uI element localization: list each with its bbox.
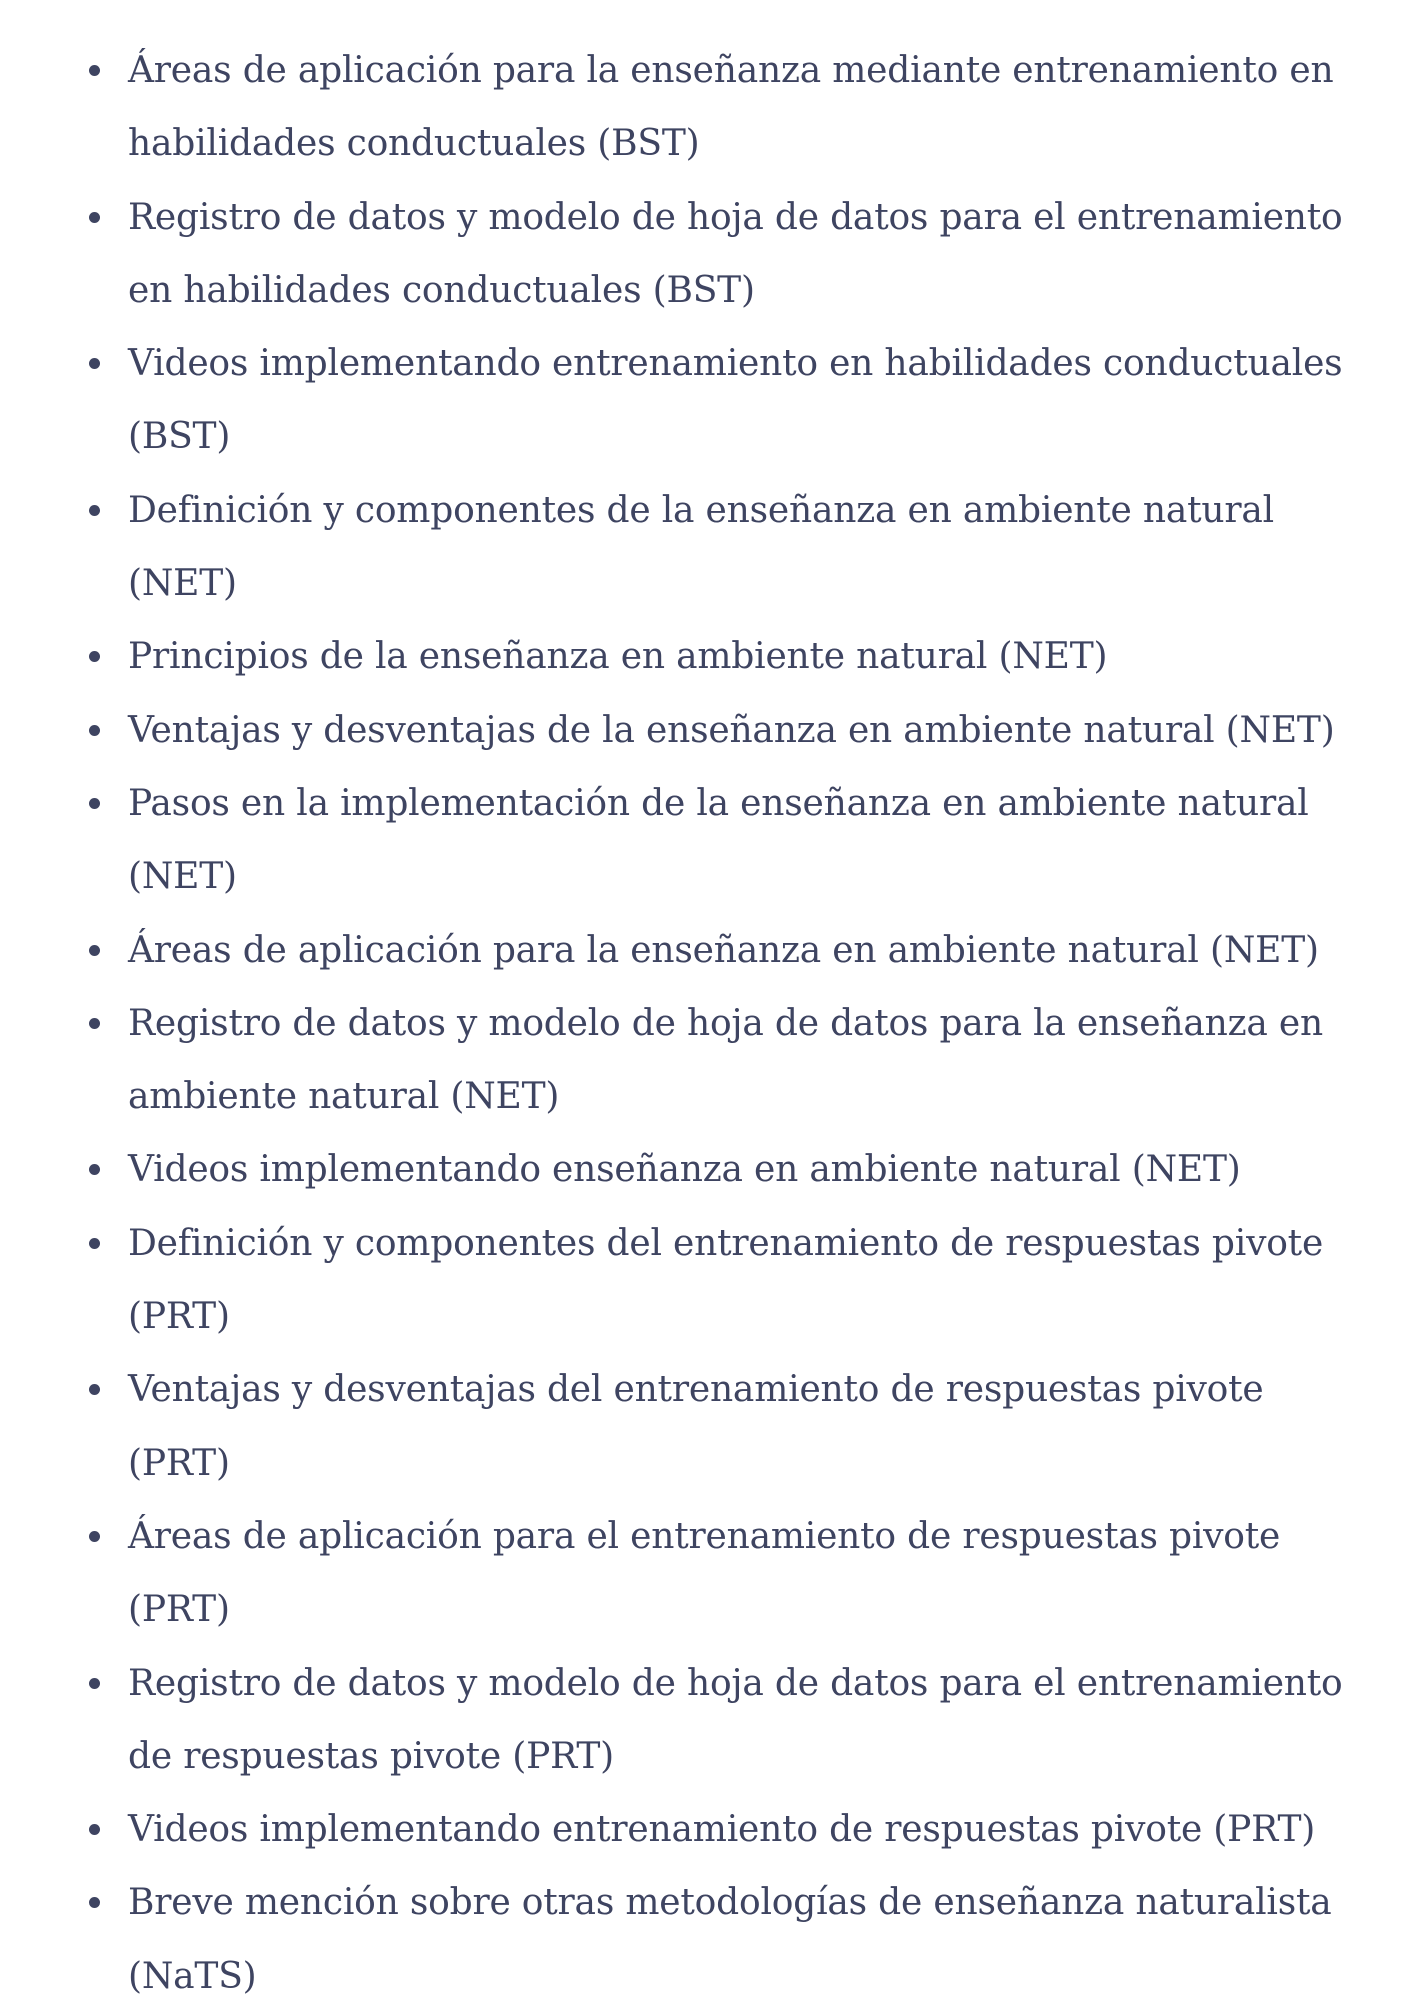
list-item — [0, 1500, 1414, 1647]
list-item — [0, 34, 1414, 181]
list-item — [0, 767, 1414, 914]
bullet-icon — [89, 1531, 100, 1542]
bullet-icon — [89, 505, 100, 516]
list-item-text: Registro de datos y modelo de hoja de datos para el entrenamiento de respuestas pivote (PRT) — [128, 1662, 1343, 1777]
list-item — [0, 1866, 1414, 2013]
list-item — [0, 987, 1414, 1134]
list-item — [0, 1793, 1414, 1866]
list-item — [0, 914, 1414, 987]
bullet-icon — [89, 1238, 100, 1249]
list-item-text: Definición y componentes del entrenamiento de respuestas pivote (PRT) — [128, 1222, 1324, 1338]
bullet-icon — [89, 1824, 100, 1835]
bullet-icon — [89, 798, 100, 809]
bullet-icon — [89, 1018, 100, 1029]
list-item — [0, 327, 1414, 474]
bullet-icon — [89, 212, 100, 223]
list-item-text: Áreas de aplicación para el entrenamiento de respuestas pivote (PRT) — [128, 1515, 1281, 1631]
list-item — [0, 1353, 1414, 1500]
bullet-icon — [89, 725, 100, 736]
list-item-text: Registro de datos y modelo de hoja de datos para el entrenamiento en habilidades conductuales (BST) — [128, 196, 1343, 311]
list-item-text: Videos implementando entrenamiento en habilidades conductuales (BST) — [128, 343, 1343, 458]
bullet-icon — [89, 945, 100, 956]
list-item-text: Breve mención sobre otras metodologías de enseñanza naturalista (NaTS) — [128, 1882, 1332, 1997]
bullet-icon — [89, 1678, 100, 1689]
list-item — [0, 1647, 1414, 1794]
bullet-icon — [89, 65, 100, 76]
list-item-text: Registro de datos y modelo de hoja de datos para la enseñanza en ambiente natural (NET) — [128, 1002, 1323, 1118]
list-item-text: Ventajas y desventajas del entrenamiento de respuestas pivote (PRT) — [128, 1369, 1264, 1484]
list-item — [0, 474, 1414, 621]
list-item-text: Ventajas y desventajas de la enseñanza en ambiente natural (NET) — [128, 709, 1335, 751]
list-item-text: Definición y componentes de la enseñanza en ambiente natural (NET) — [128, 489, 1274, 605]
list-item-text: Pasos en la implementación de la enseñanza en ambiente natural (NET) — [128, 782, 1309, 898]
list-item-text: Áreas de aplicación para la enseñanza mediante entrenamiento en habilidades conductuales (BST) — [128, 50, 1334, 165]
list-item-text: Videos implementando enseñanza en ambiente natural (NET) — [128, 1149, 1241, 1191]
bullet-icon — [89, 1384, 100, 1395]
list-item-text: Videos implementando entrenamiento de respuestas pivote (PRT) — [128, 1809, 1316, 1851]
list-item — [0, 1207, 1414, 1354]
list-item — [0, 1133, 1414, 1206]
bullet-icon — [89, 651, 100, 662]
bullet-icon — [89, 1164, 100, 1175]
bullet-icon — [89, 358, 100, 369]
list-item — [0, 620, 1414, 693]
list-item-text: Principios de la enseñanza en ambiente natural (NET) — [128, 636, 1108, 678]
list-item — [0, 694, 1414, 767]
bullet-icon — [89, 1897, 100, 1908]
list-item-text: Áreas de aplicación para la enseñanza en ambiente natural (NET) — [128, 929, 1319, 971]
list-item — [0, 181, 1414, 328]
